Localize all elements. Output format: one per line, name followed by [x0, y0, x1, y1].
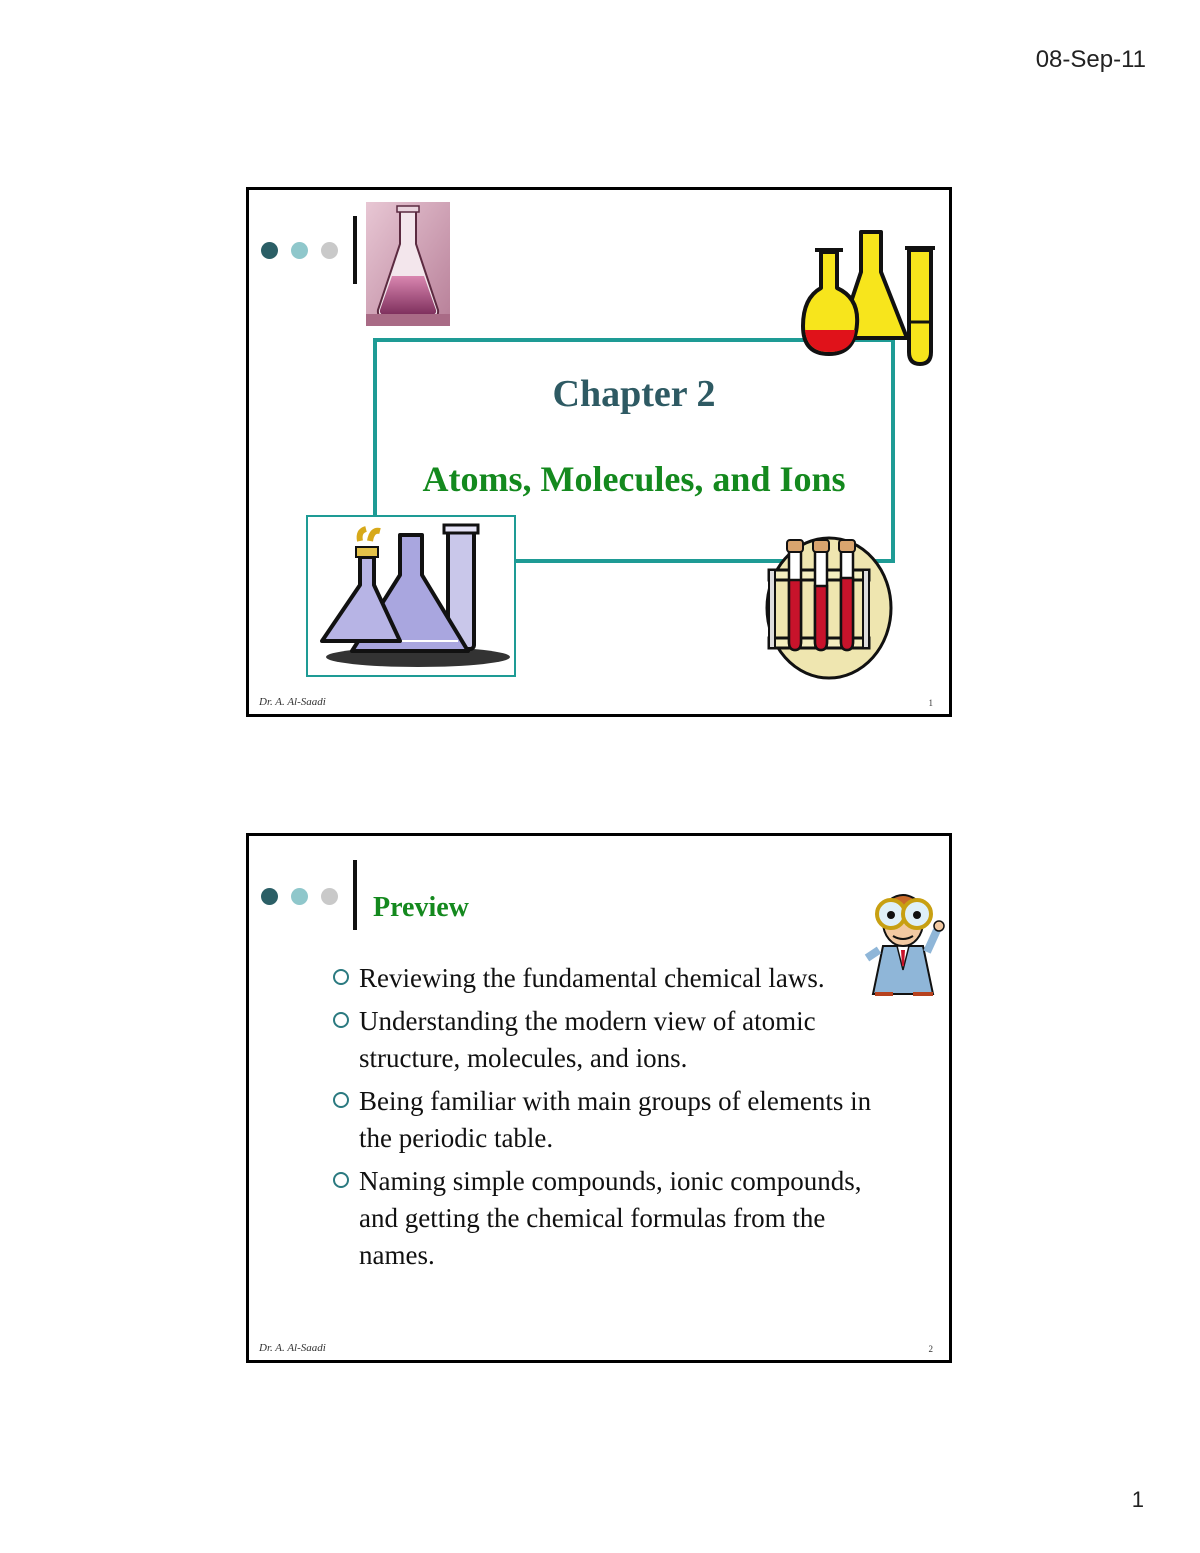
slide-footer-number: 1: [928, 698, 933, 708]
lab-glassware-clipart: [801, 226, 937, 368]
page-number: 1: [1131, 1487, 1144, 1512]
list-item: [331, 960, 891, 997]
flask-photo-image: [366, 202, 450, 326]
decoration-dot: [291, 242, 308, 259]
bullet-circle-icon: [333, 969, 349, 985]
bullet-circle-icon: [333, 1012, 349, 1028]
slide-divider-bar: [353, 216, 357, 284]
slide-footer-author: Dr. A. Al-Saadi: [259, 696, 326, 708]
list-item: [331, 1083, 891, 1157]
decoration-dot: [261, 888, 278, 905]
list-item: [331, 1003, 891, 1077]
list-item: [331, 1163, 891, 1274]
decoration-dot: [321, 242, 338, 259]
decoration-dot: [321, 888, 338, 905]
decoration-dot: [291, 888, 308, 905]
bullet-text: Understanding the modern view of atomic structure, molecules, and ions.: [359, 1006, 816, 1073]
bullet-circle-icon: [333, 1172, 349, 1188]
slide-footer-number: 2: [928, 1344, 933, 1354]
glassware-clipart: [306, 515, 516, 677]
bullet-text: Reviewing the fundamental chemical laws.: [359, 963, 825, 993]
test-tubes-rack-clipart: [753, 530, 893, 680]
slide-1: [246, 187, 952, 717]
preview-bullet-list: [331, 960, 891, 1280]
slide-divider-bar: [353, 860, 357, 930]
slide-2: [246, 833, 952, 1363]
chapter-title: Chapter 2: [552, 373, 716, 415]
bullet-circle-icon: [333, 1092, 349, 1108]
bullet-text: Being familiar with main groups of elements in the periodic table.: [359, 1086, 872, 1153]
decoration-dot: [261, 242, 278, 259]
flasks-clipart-image: [308, 517, 514, 675]
page-date: 08-Sep-11: [1035, 46, 1146, 73]
preview-heading: Preview: [373, 892, 469, 923]
bullet-text: Naming simple compounds, ionic compounds, and getting the chemical formulas from the names.: [359, 1166, 862, 1270]
chapter-subtitle: Atoms, Molecules, and Ions: [422, 459, 846, 499]
slide-footer-author: Dr. A. Al-Saadi: [259, 1342, 326, 1354]
